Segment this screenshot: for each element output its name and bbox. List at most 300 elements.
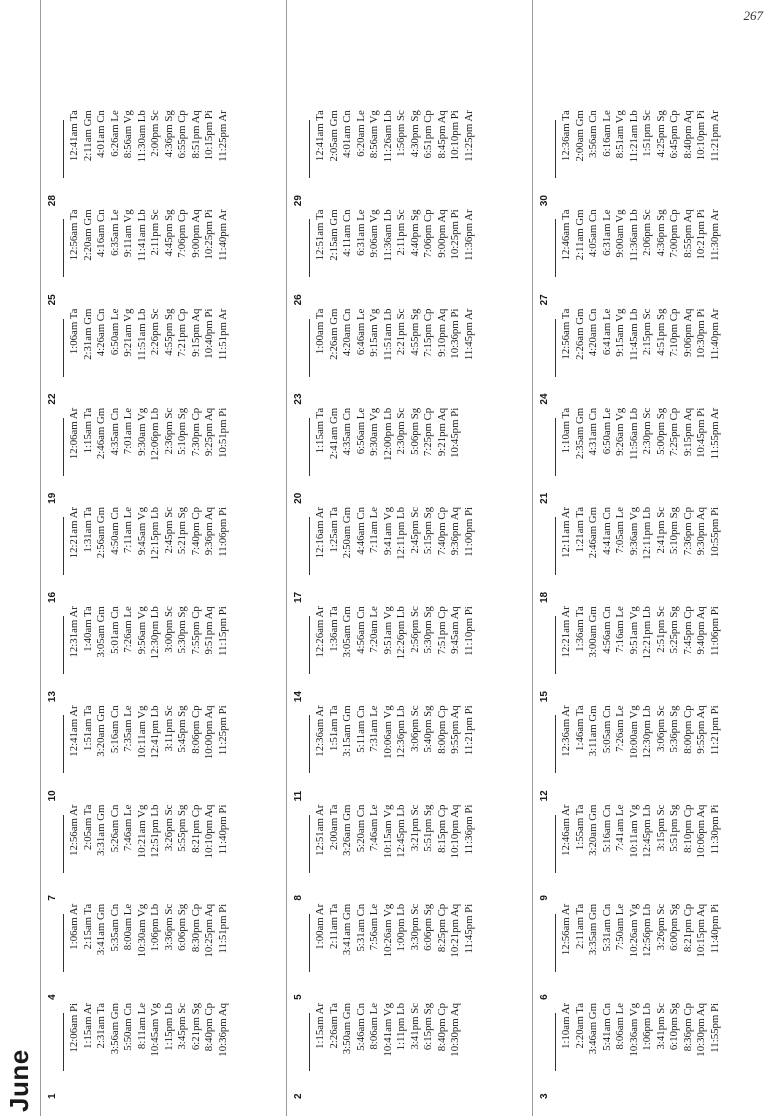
time-entry: 12:45pm Lb xyxy=(395,804,407,858)
time-entry: 9:55pm Aq xyxy=(449,705,461,754)
time-entry: 12:31am Ar xyxy=(68,606,80,658)
time-entry: 8:36pm Cp xyxy=(681,1003,694,1052)
time-entry: 9:00am Vg xyxy=(614,209,626,258)
time-entry: 4:01am Cn xyxy=(95,110,107,158)
time-entry: 8:30pm Cp xyxy=(189,903,202,953)
time-entry: 11:40pm Pi xyxy=(708,903,721,954)
day-cell xyxy=(287,903,537,1002)
time-entry: 12:00pm Lb xyxy=(381,407,394,461)
time-entry: 9:36pm Aq xyxy=(203,507,215,556)
time-entry: 3:15pm Sc xyxy=(654,804,667,852)
time-entry: 10:45pm Pi xyxy=(449,407,461,458)
time-entry: 2:26am Gm xyxy=(573,308,586,360)
time-entry: 2:41pm Sc xyxy=(654,507,667,554)
time-entry: 2:00pm Sc xyxy=(149,110,161,157)
time-entry: 10:30pm Pi xyxy=(695,308,707,359)
time-entry: 6:21pm Sg xyxy=(189,1003,202,1051)
time-entry: 7:35am Le xyxy=(122,705,134,752)
time-entry: 8:51am Vg xyxy=(614,110,626,159)
time-entry: 9:36am Vg xyxy=(627,507,640,556)
time-entry: 4:35am Cn xyxy=(341,407,353,456)
time-entry: 11:40pm Ar xyxy=(216,209,229,261)
time-entry: 7:26am Le xyxy=(614,705,626,752)
time-entry: 5:06pm Sg xyxy=(408,407,421,455)
time-entry: 12:56am Ta xyxy=(68,209,80,261)
time-entry: 1:15am Ar xyxy=(81,1003,94,1049)
time-entry: 4:25pm Sg xyxy=(654,110,667,158)
time-entry: 1:31am Ta xyxy=(81,507,94,553)
time-entry: 11:00pm Pi xyxy=(462,507,475,557)
time-entry: 9:51am Vg xyxy=(381,606,394,655)
day-cell xyxy=(533,803,779,902)
time-entry: 8:40pm Cp xyxy=(203,1003,215,1052)
time-entry: 11:26am Lb xyxy=(381,110,394,163)
time-entry: 9:55pm Aq xyxy=(695,705,707,754)
day-rule xyxy=(555,319,556,377)
day-rule xyxy=(555,219,556,277)
day-rule xyxy=(555,715,556,773)
time-entry: 12:56am Ta xyxy=(560,308,572,360)
time-entry: 9:15pm Aq xyxy=(189,308,202,357)
time-entry: 4:55pm Sg xyxy=(162,308,175,356)
time-entry: 2:26am Gm xyxy=(327,308,340,360)
time-entry: 9:25pm Aq xyxy=(203,407,215,457)
time-entry: 5:15pm Sg xyxy=(422,507,434,555)
time-entry: 12:16am Ar xyxy=(314,507,326,559)
time-entry: 8:45pm Aq xyxy=(435,110,448,159)
time-list xyxy=(314,904,476,974)
time-entry: 6:45pm Cp xyxy=(668,110,680,159)
time-entry: 2:11am Gm xyxy=(81,110,94,162)
day-cell xyxy=(41,208,291,307)
time-entry: 12:56am Ar xyxy=(560,903,572,956)
time-entry: 1:06am Ar xyxy=(68,903,80,950)
time-list xyxy=(68,904,230,974)
time-entry: 5:11am Cn xyxy=(354,705,367,753)
time-entry: 4:30pm Sg xyxy=(408,110,421,158)
day-cell xyxy=(287,605,537,704)
day-cell xyxy=(41,407,291,506)
time-entry: 11:51pm Ar xyxy=(216,308,229,361)
time-entry: 6:46am Le xyxy=(354,308,367,356)
time-entry: 5:01am Cn xyxy=(108,606,121,654)
time-entry: 6:41am Le xyxy=(600,308,613,356)
day-number: 30 xyxy=(539,195,550,207)
time-entry: 10:06pm Aq xyxy=(695,804,707,859)
time-entry: 4:35am Cn xyxy=(108,407,121,456)
time-entry: 7:05am Le xyxy=(614,507,626,554)
time-entry: 5:41am Cn xyxy=(600,1003,613,1051)
time-entry: 7:20am Le xyxy=(368,606,380,653)
time-entry: 2:30pm Sc xyxy=(641,407,653,455)
day-cell xyxy=(533,1002,779,1101)
day-number: 21 xyxy=(539,492,550,504)
time-entry: 5:50am Cn xyxy=(122,1003,134,1051)
day-number: 27 xyxy=(539,294,550,306)
time-entry: 9:15am Vg xyxy=(368,308,380,357)
day-rule xyxy=(63,219,64,277)
time-entry: 8:00pm Cp xyxy=(435,705,448,754)
time-entry: 10:06am Vg xyxy=(381,705,394,759)
time-entry: 7:46am Le xyxy=(368,804,380,852)
time-entry: 6:31am Le xyxy=(600,209,613,256)
time-entry: 7:25pm Cp xyxy=(668,407,680,457)
month-title: June xyxy=(4,1049,34,1112)
time-entry: 8:06am Le xyxy=(368,1003,380,1050)
time-entry: 5:00pm Sg xyxy=(654,407,667,455)
time-entry: 10:41am Vg xyxy=(381,1003,394,1057)
time-entry: 12:26am Ar xyxy=(314,606,326,658)
time-entry: 5:46am Cn xyxy=(354,1003,367,1051)
time-entry: 2:26am Ta xyxy=(327,1003,340,1049)
time-entry: 8:25pm Cp xyxy=(435,903,448,953)
time-entry: 10:30pm Aq xyxy=(449,1003,461,1057)
time-entry: 8:10pm Cp xyxy=(681,804,694,853)
time-entry: 6:20am Le xyxy=(354,110,367,157)
time-entry: 12:11pm Lb xyxy=(641,507,653,560)
time-entry: 4:40pm Sg xyxy=(408,209,421,257)
time-entry: 11:55pm Pi xyxy=(708,1003,721,1053)
time-entry: 3:11pm Sc xyxy=(162,705,175,752)
time-entry: 6:16am Le xyxy=(600,110,613,157)
time-list xyxy=(314,1003,463,1073)
time-list xyxy=(314,805,476,875)
time-entry: 2:36pm Sc xyxy=(162,407,175,455)
time-entry: 10:55pm Pi xyxy=(708,507,721,558)
time-entry: 7:10pm Cp xyxy=(668,308,680,357)
time-entry: 12:51pm Lb xyxy=(149,804,161,858)
time-entry: 10:00am Vg xyxy=(627,705,640,759)
time-entry: 12:36pm Lb xyxy=(395,705,407,759)
time-entry: 6:51pm Cp xyxy=(422,110,434,159)
time-entry: 11:06pm Pi xyxy=(216,507,229,557)
time-entry: 4:05am Cn xyxy=(587,209,599,258)
time-entry: 2:05am Gm xyxy=(327,110,340,162)
time-entry: 8:51pm Aq xyxy=(189,110,202,159)
time-entry: 10:40pm Pi xyxy=(203,308,215,359)
time-entry: 11:10pm Pi xyxy=(462,606,475,656)
day-cell xyxy=(287,1002,537,1101)
time-entry: 8:15pm Cp xyxy=(435,804,448,853)
time-list xyxy=(560,209,722,279)
day-cell xyxy=(533,605,779,704)
time-entry: 12:41pm Lb xyxy=(149,705,161,759)
day-number: 6 xyxy=(539,994,550,1000)
time-list xyxy=(314,606,476,676)
time-entry: 7:31am Le xyxy=(368,705,380,752)
time-entry: 3:46am Gm xyxy=(587,1003,599,1055)
day-number: 9 xyxy=(539,895,550,901)
time-entry: 4:45pm Sg xyxy=(162,209,175,257)
time-entry: 12:30pm Lb xyxy=(641,705,653,759)
time-entry: 8:00pm Cp xyxy=(681,705,694,754)
time-entry: 7:11am Le xyxy=(122,507,134,554)
time-entry: 12:06am Pi xyxy=(68,1003,80,1053)
time-list xyxy=(314,705,476,775)
time-entry: 6:15pm Sg xyxy=(422,1003,434,1051)
day-rule xyxy=(63,120,64,178)
time-entry: 6:35am Le xyxy=(108,209,121,256)
time-entry: 5:21pm Sg xyxy=(176,507,188,555)
time-entry: 8:11am Le xyxy=(135,1003,148,1050)
time-entry: 4:51pm Sg xyxy=(654,308,667,356)
time-entry: 9:11am Vg xyxy=(122,209,134,258)
day-number: 24 xyxy=(539,393,550,405)
time-entry: 11:36am Lb xyxy=(627,209,640,262)
time-entry: 8:56am Vg xyxy=(122,110,134,159)
time-entry: 12:36am Ar xyxy=(560,705,572,757)
time-entry: 10:36pm Pi xyxy=(449,308,461,359)
day-rule xyxy=(63,319,64,377)
time-entry: 10:10pm Pi xyxy=(449,110,461,161)
time-entry: 11:36am Lb xyxy=(381,209,394,262)
day-cell xyxy=(533,506,779,605)
time-entry: 12:41am Ta xyxy=(314,110,326,162)
time-entry: 11:30am Lb xyxy=(135,110,148,163)
time-entry: 11:21am Lb xyxy=(627,110,640,163)
time-entry: 9:36pm Aq xyxy=(449,507,461,556)
day-rule xyxy=(555,914,556,972)
time-entry: 2:46am Gm xyxy=(587,507,599,559)
day-rule xyxy=(555,418,556,476)
time-entry: 3:00am Gm xyxy=(587,606,599,658)
day-cell xyxy=(533,903,779,1002)
day-number: 17 xyxy=(293,591,304,603)
row-2 xyxy=(286,0,542,1116)
time-entry: 12:15pm Lb xyxy=(149,507,161,561)
time-entry: 7:16am Le xyxy=(614,606,626,653)
time-entry: 1:15am Ta xyxy=(81,407,94,454)
day-number: 29 xyxy=(293,195,304,207)
day-rule xyxy=(309,517,310,575)
day-cell xyxy=(41,903,291,1002)
time-entry: 5:16am Cn xyxy=(600,804,613,853)
time-entry: 2:41am Gm xyxy=(327,407,340,460)
time-entry: 3:05am Gm xyxy=(341,606,353,658)
time-entry: 7:45pm Cp xyxy=(681,606,694,655)
time-list xyxy=(314,507,476,577)
row-1 xyxy=(40,0,296,1116)
time-entry: 2:06pm Sc xyxy=(641,209,653,256)
time-entry: 7:36pm Cp xyxy=(681,507,694,556)
time-entry: 12:56pm Lb xyxy=(641,903,653,957)
time-entry: 2:20am Ta xyxy=(573,1003,586,1049)
day-number: 19 xyxy=(47,492,58,504)
day-rule xyxy=(309,319,310,377)
time-entry: 3:21pm Sc xyxy=(408,804,421,852)
time-entry: 12:30pm Lb xyxy=(149,606,161,660)
day-cell xyxy=(287,803,537,902)
time-list xyxy=(560,110,722,180)
time-entry: 4:41am Cn xyxy=(600,507,613,555)
time-entry: 2:30pm Sc xyxy=(395,407,407,455)
time-list xyxy=(560,309,722,379)
day-number: 18 xyxy=(539,591,550,603)
time-entry: 2:11am Ta xyxy=(327,903,340,949)
time-entry: 4:31am Cn xyxy=(587,407,599,456)
day-number: 23 xyxy=(293,393,304,405)
time-entry: 3:31am Gm xyxy=(95,804,107,856)
time-entry: 9:51am Vg xyxy=(627,606,640,655)
time-entry: 4:36pm Sg xyxy=(654,209,667,257)
time-entry: 10:21am Vg xyxy=(135,804,148,859)
time-entry: 3:06pm Sc xyxy=(654,705,667,752)
time-entry: 1:51pm Sc xyxy=(641,110,653,157)
time-entry: 4:16am Cn xyxy=(95,209,107,258)
time-entry: 6:31am Le xyxy=(354,209,367,256)
day-number: 14 xyxy=(293,691,304,703)
time-entry: 9:30pm Aq xyxy=(695,507,707,556)
time-entry: 8:21pm Cp xyxy=(189,804,202,853)
time-entry: 6:26am Le xyxy=(108,110,121,157)
time-entry: 5:31am Cn xyxy=(600,903,613,952)
time-entry: 12:45pm Lb xyxy=(641,804,653,858)
time-entry: 10:10pm Aq xyxy=(449,804,461,859)
time-entry: 11:55pm Ar xyxy=(708,407,721,460)
day-rule xyxy=(309,120,310,178)
time-entry: 10:11am Vg xyxy=(135,705,148,759)
time-entry: 5:31am Cn xyxy=(354,903,367,952)
time-list xyxy=(68,309,230,379)
time-entry: 12:21pm Lb xyxy=(641,606,653,660)
time-entry: 3:45pm Sc xyxy=(176,1003,188,1050)
time-list xyxy=(68,507,230,577)
time-entry: 7:40pm Cp xyxy=(435,507,448,556)
time-entry: 2:31am Ta xyxy=(95,1003,107,1049)
day-number: 11 xyxy=(293,790,304,802)
time-entry: 10:21pm Pi xyxy=(695,209,707,260)
time-entry: 3:41am Gm xyxy=(95,903,107,956)
time-entry: 3:20am Gm xyxy=(95,705,107,757)
time-entry: 9:26am Vg xyxy=(614,407,626,456)
time-entry: 10:00pm Aq xyxy=(203,705,215,760)
day-cell xyxy=(41,1002,291,1101)
time-entry: 12:36am Ta xyxy=(560,110,572,162)
time-entry: 1:15pm Lb xyxy=(162,1003,175,1051)
day-number: 12 xyxy=(539,790,550,802)
time-entry: 10:26am Vg xyxy=(627,903,640,958)
day-cell xyxy=(41,803,291,902)
time-entry: 5:45pm Sg xyxy=(176,705,188,753)
day-rule xyxy=(63,914,64,972)
time-entry: 2:00am Ta xyxy=(327,804,340,851)
time-entry: 11:21pm Ar xyxy=(708,110,721,162)
time-list xyxy=(560,606,722,676)
time-entry: 3:41pm Sc xyxy=(654,1003,667,1050)
time-entry: 7:06pm Cp xyxy=(422,209,434,258)
time-entry: 9:00pm Aq xyxy=(189,209,202,258)
time-entry: 12:56am Ar xyxy=(68,804,80,856)
time-entry: 5:10pm Sg xyxy=(176,407,188,455)
time-entry: 1:15am Ar xyxy=(314,1003,326,1049)
day-number: 10 xyxy=(47,790,58,802)
time-entry: 1:51am Ta xyxy=(81,705,94,751)
time-list xyxy=(560,1003,722,1073)
time-entry: 8:40pm Aq xyxy=(681,110,694,159)
time-entry: 11:41am Lb xyxy=(135,209,148,262)
day-cell xyxy=(533,307,779,406)
time-entry: 1:11pm Lb xyxy=(395,1003,407,1051)
time-entry: 11:21pm Pi xyxy=(708,705,721,756)
time-entry: 9:06am Vg xyxy=(368,209,380,258)
day-rule xyxy=(63,517,64,575)
time-entry: 1:36am Ta xyxy=(327,606,340,652)
time-entry: 2:11am Ta xyxy=(573,903,586,949)
time-entry: 12:36am Ar xyxy=(314,705,326,757)
time-entry: 7:21pm Cp xyxy=(176,308,188,357)
time-entry: 8:21pm Cp xyxy=(681,903,694,953)
day-rule xyxy=(309,815,310,873)
day-cell xyxy=(287,109,537,208)
day-number: 3 xyxy=(539,1093,550,1099)
time-list xyxy=(560,408,722,478)
time-list xyxy=(560,705,722,775)
day-cell xyxy=(41,704,291,803)
time-entry: 2:56pm Sc xyxy=(408,606,421,653)
time-entry: 7:55pm Cp xyxy=(189,606,202,655)
time-entry: 10:25pm Pi xyxy=(449,209,461,260)
time-entry: 11:45pm Ar xyxy=(462,308,475,361)
time-entry: 7:26am Le xyxy=(122,606,134,653)
time-entry: 1:21am Ta xyxy=(573,507,586,553)
time-list xyxy=(314,408,463,478)
time-entry: 10:45am Vg xyxy=(149,1003,161,1057)
time-entry: 2:31am Gm xyxy=(81,308,94,360)
time-entry: 12:11am Ar xyxy=(560,507,572,558)
day-cell xyxy=(287,506,537,605)
time-entry: 11:25pm Ar xyxy=(462,110,475,162)
time-entry: 3:20am Gm xyxy=(587,804,599,856)
time-entry: 2:11am Gm xyxy=(573,209,586,261)
time-entry: 6:50am Le xyxy=(600,407,613,455)
time-entry: 4:50am Cn xyxy=(108,507,121,555)
time-list xyxy=(68,408,230,478)
time-entry: 1:36am Ta xyxy=(573,606,586,652)
time-entry: 9:45am Vg xyxy=(135,507,148,556)
day-cell xyxy=(287,208,537,307)
time-entry: 10:15pm Pi xyxy=(203,110,215,161)
time-entry: 2:35am Gm xyxy=(573,407,586,460)
time-entry: 2:46am Gm xyxy=(95,407,107,460)
day-number: 15 xyxy=(539,691,550,703)
time-entry: 7:30pm Cp xyxy=(189,407,202,457)
day-number: 2 xyxy=(293,1093,304,1099)
day-rule xyxy=(309,914,310,972)
time-entry: 2:51pm Sc xyxy=(654,606,667,653)
time-list xyxy=(314,309,476,379)
time-entry: 10:25pm Aq xyxy=(203,903,215,958)
day-rule xyxy=(309,219,310,277)
time-entry: 11:45pm Pi xyxy=(462,903,475,954)
time-entry: 1:06am Ta xyxy=(68,308,80,355)
time-entry: 4:01am Cn xyxy=(341,110,353,158)
time-entry: 1:00am Ar xyxy=(314,903,326,950)
time-entry: 1:15am Ta xyxy=(314,407,326,454)
day-cell xyxy=(533,208,779,307)
time-entry: 5:40pm Sg xyxy=(422,705,434,753)
day-rule xyxy=(63,616,64,674)
time-entry: 2:00am Gm xyxy=(573,110,586,162)
day-cell xyxy=(287,407,537,506)
time-entry: 7:51pm Cp xyxy=(435,606,448,655)
time-entry: 3:26pm Sc xyxy=(162,804,175,852)
time-entry: 2:15am Ta xyxy=(81,903,94,950)
day-rule xyxy=(309,715,310,773)
day-cell xyxy=(41,605,291,704)
day-number: 4 xyxy=(47,994,58,1000)
time-entry: 8:40pm Cp xyxy=(435,1003,448,1052)
time-entry: 5:55pm Sg xyxy=(176,804,188,852)
